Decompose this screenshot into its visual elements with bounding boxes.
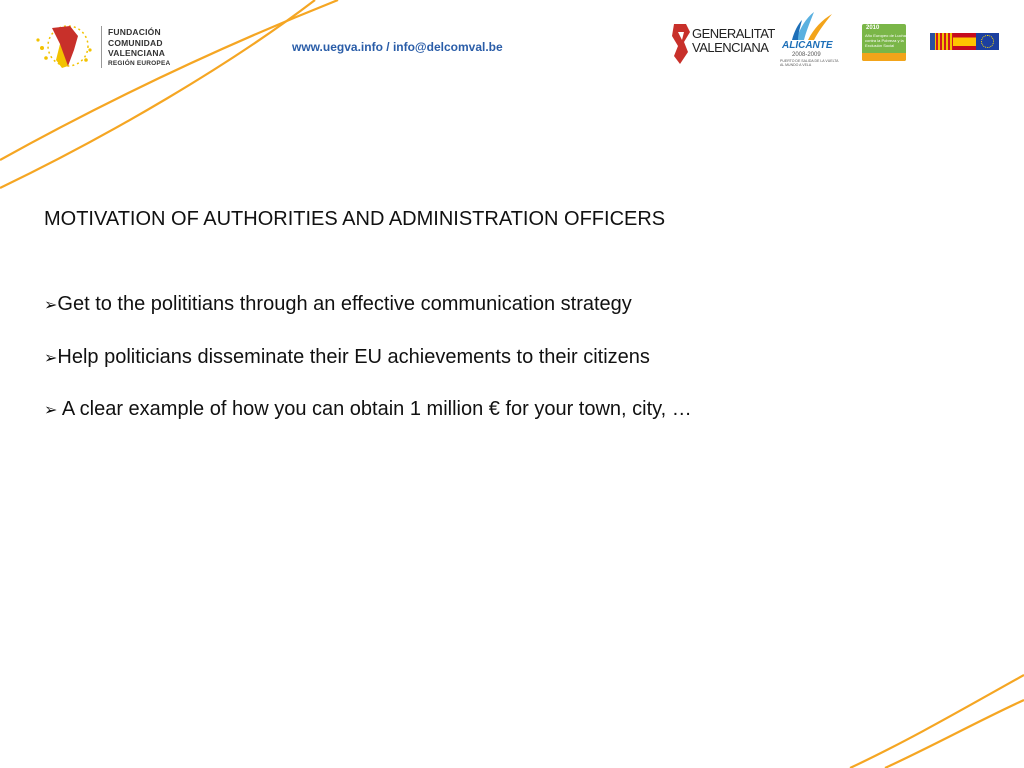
generalitat-line-2: VALENCIANA — [692, 40, 769, 55]
slide-title: MOTIVATION OF AUTHORITIES AND ADMINISTRATION OFFICERS — [44, 208, 666, 230]
bullet-arrow-icon: ➢ — [44, 297, 58, 314]
year-2010-badge — [862, 24, 906, 61]
link-separator: / — [386, 40, 390, 54]
bullet-item — [44, 398, 692, 421]
alicante-tagline: PUERTO DE SALIDA DE LA VUELTA AL MUNDO A VELA — [780, 59, 839, 67]
bullet-arrow-icon: ➢ — [44, 402, 58, 419]
flags-row — [930, 33, 999, 50]
foundation-line-3: VALENCIANA — [108, 48, 166, 58]
badge-text: Año Europeo de Lucha contra la Pobreza y la Exclusión Social — [865, 33, 906, 48]
foundation-line-1: FUNDACIÓN — [108, 27, 161, 37]
bullet-text: Get to the polititians through an effective communication strategy — [57, 293, 632, 315]
website-link[interactable]: www.uegva.info — [292, 40, 383, 54]
generalitat-line-1: GENERALITAT — [692, 26, 775, 41]
bullet-item — [44, 346, 650, 369]
eu-flag-icon — [976, 33, 999, 50]
badge-band — [862, 53, 906, 61]
badge-year: 2010 — [866, 25, 880, 31]
foundation-line-2: COMUNIDAD — [108, 37, 163, 48]
foundation-line-4: REGIÓN EUROPEA — [108, 59, 171, 67]
alicante-name: ALICANTE — [782, 40, 833, 51]
generalitat-crest-icon — [670, 22, 692, 66]
alicante-sails-icon — [778, 10, 838, 42]
alicante-years: 2008-2009 — [792, 52, 821, 58]
bullet-text: A clear example of how you can obtain 1 million € for your town, city, … — [57, 398, 692, 420]
generalitat-name — [692, 27, 775, 55]
bullet-text: Help politicians disseminate their EU achievements to their citizens — [57, 346, 650, 368]
bullet-item — [44, 293, 632, 316]
foundation-name — [108, 27, 170, 69]
logo-divider — [101, 26, 102, 68]
contact-links — [292, 40, 503, 54]
spain-flag-icon — [953, 33, 976, 50]
decorative-swoosh-bottom — [830, 660, 1024, 768]
email-link[interactable]: info@delcomval.be — [392, 40, 503, 54]
valencia-flag-icon — [930, 33, 953, 50]
bullet-arrow-icon: ➢ — [44, 350, 58, 367]
